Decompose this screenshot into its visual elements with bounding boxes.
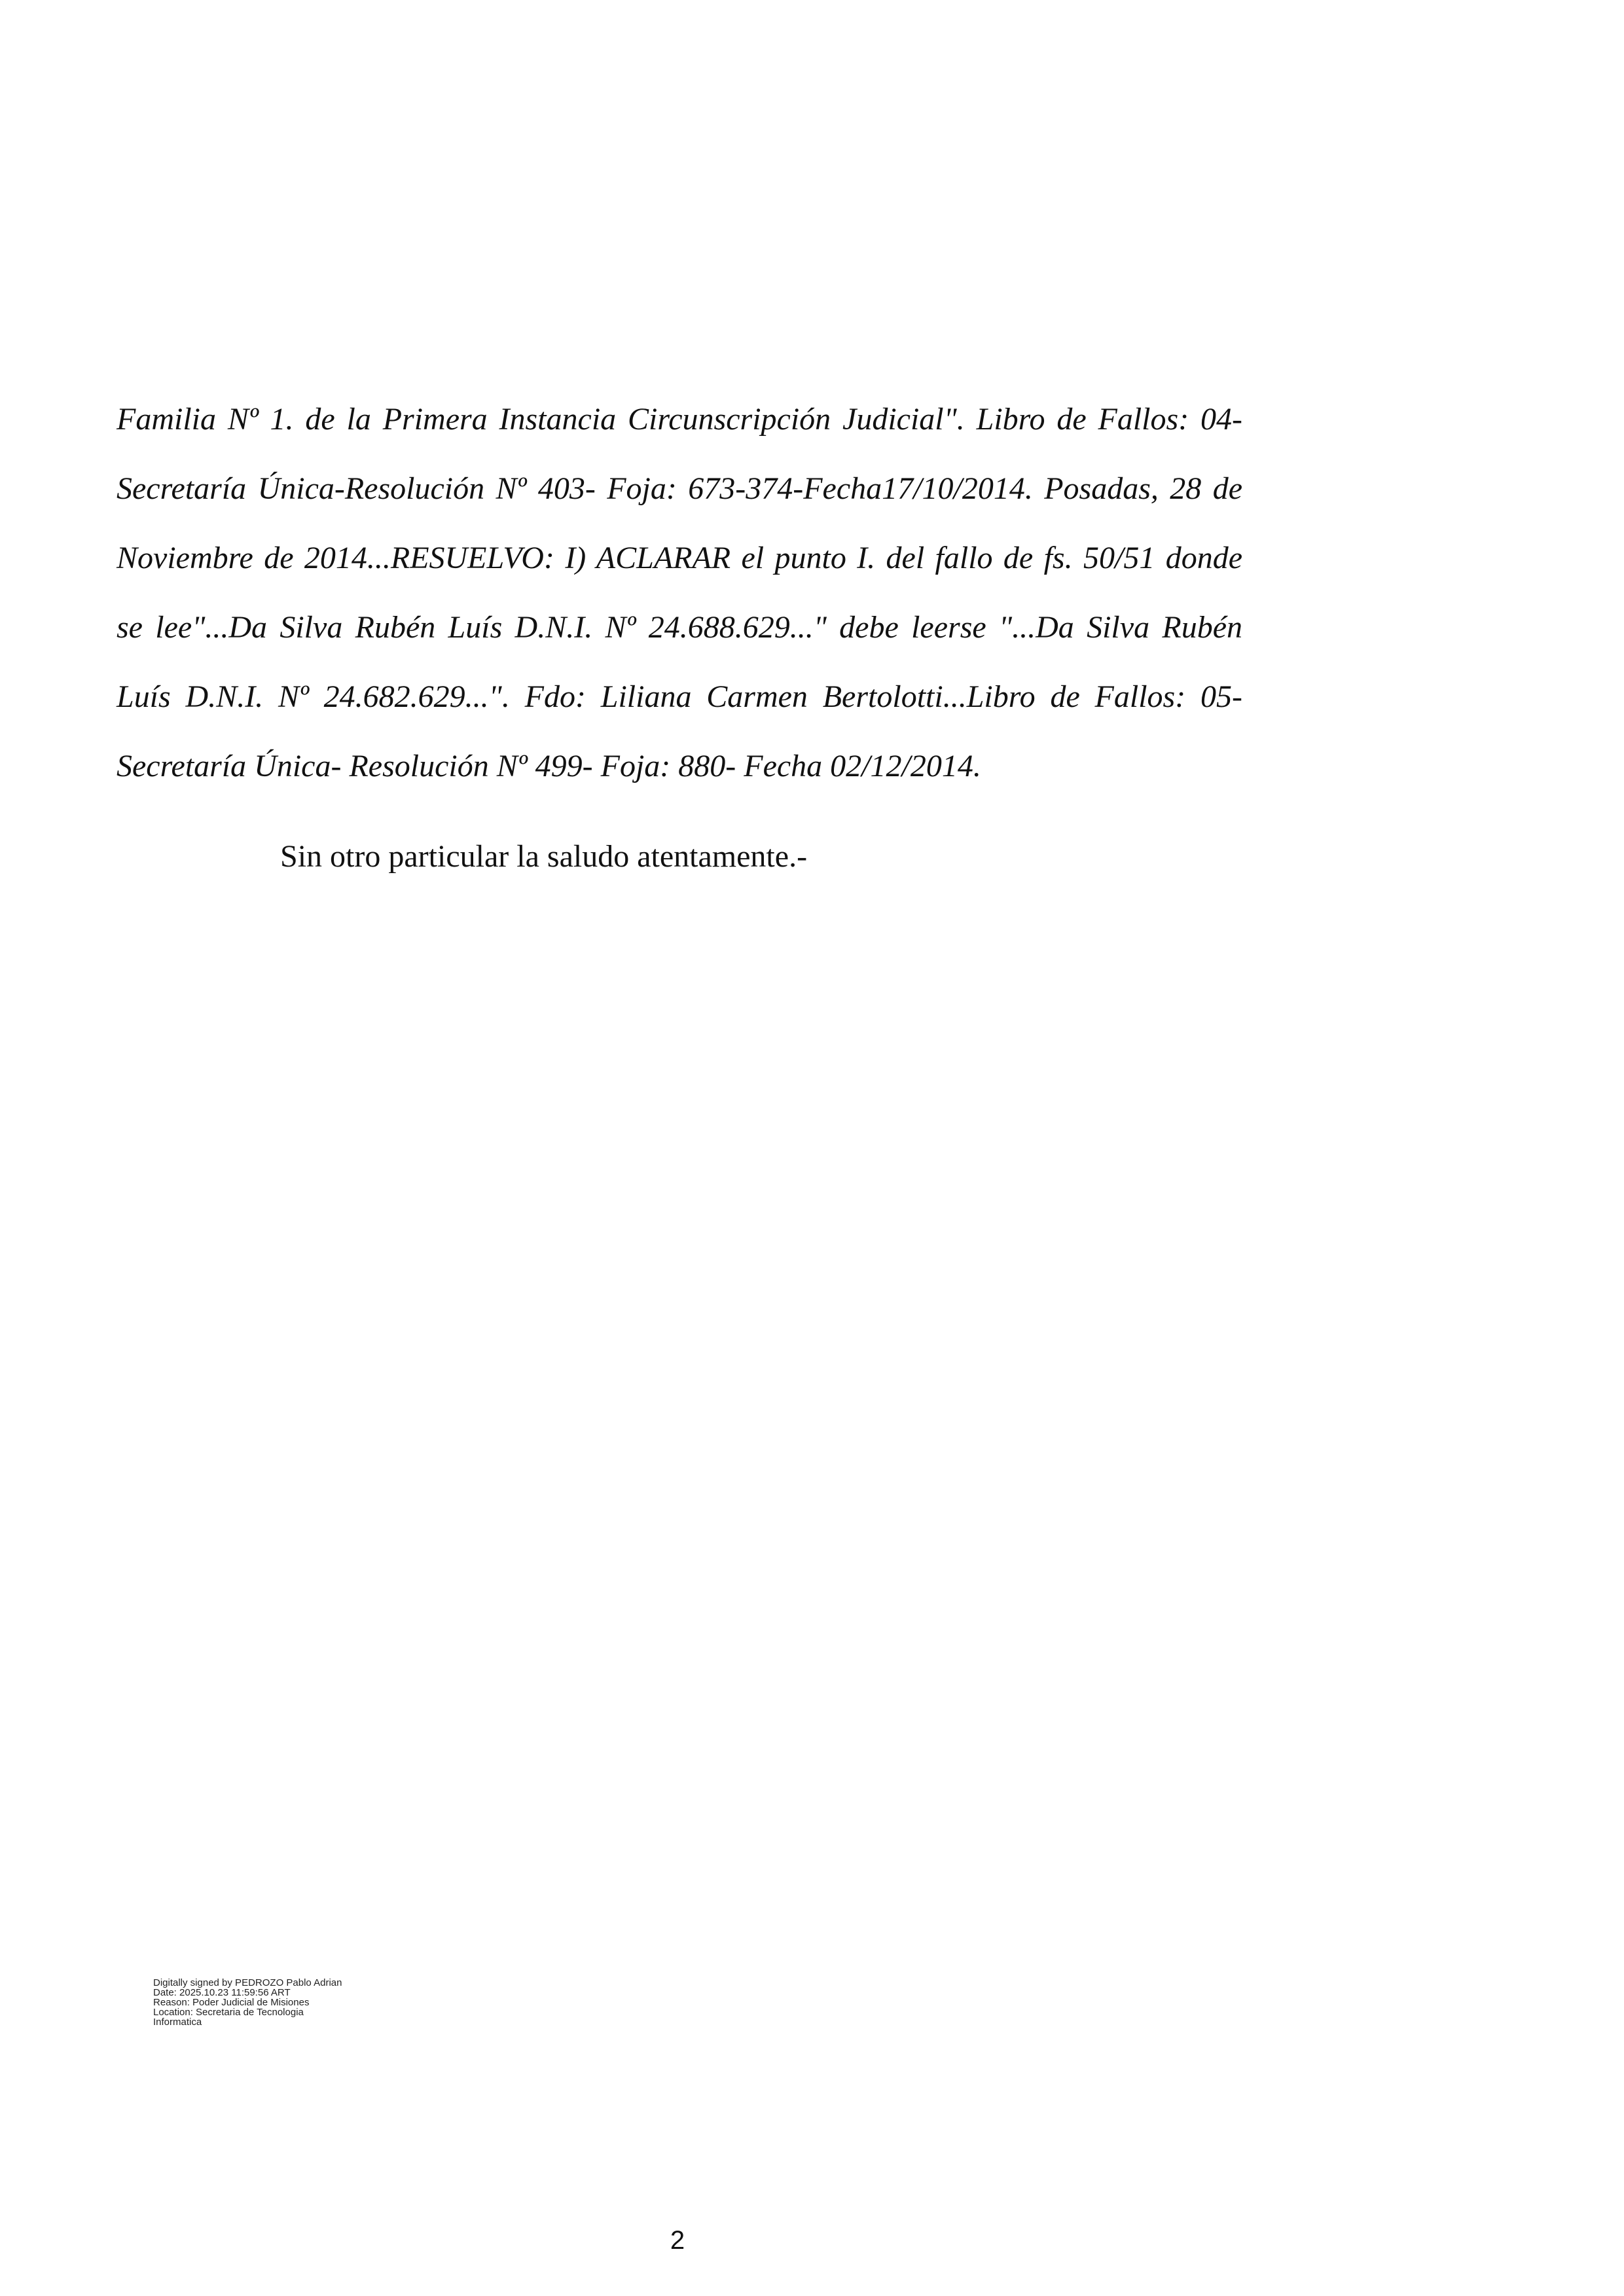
signature-location: Location: Secretaria de Tecnologia [153,2007,304,2018]
paragraph-line: Secretaría Única- Resolución Nº 499- Foja: 880- Fecha 02/12/2014. [117,749,981,783]
signature-date: Date: 2025.10.23 11:59:56 ART [153,1987,291,1998]
body-paragraph [117,393,1242,809]
paragraph-line: Secretaría Única-Resolución Nº 403- Foja: 673-374-Fecha17/10/2014. Posadas, 28 de [117,471,1242,506]
signature-location-cont: Informatica [153,2017,202,2028]
digital-signature-block [153,1978,342,2027]
paragraph-line: Noviembre de 2014...RESUELVO: I) ACLARAR el punto I. del fallo de fs. 50/51 donde [117,541,1242,575]
paragraph-line: se lee"...Da Silva Rubén Luís D.N.I. Nº 24.688.629..." debe leerse "...Da Silva Rubén [117,610,1242,645]
signature-signer: Digitally signed by PEDROZO Pablo Adrian [153,1977,342,1988]
paragraph-line: Luís D.N.I. Nº 24.682.629...". Fdo: Liliana Carmen Bertolotti...Libro de Fallos: 05- [117,679,1242,714]
signature-reason: Reason: Poder Judicial de Misiones [153,1997,310,2008]
paragraph-line: Familia Nº 1. de la Primera Instancia Circunscripción Judicial". Libro de Fallos: 04- [117,402,1242,437]
closing-line: Sin otro particular la saludo atentamente.- [280,839,808,874]
page-number: 2 [670,2226,685,2255]
